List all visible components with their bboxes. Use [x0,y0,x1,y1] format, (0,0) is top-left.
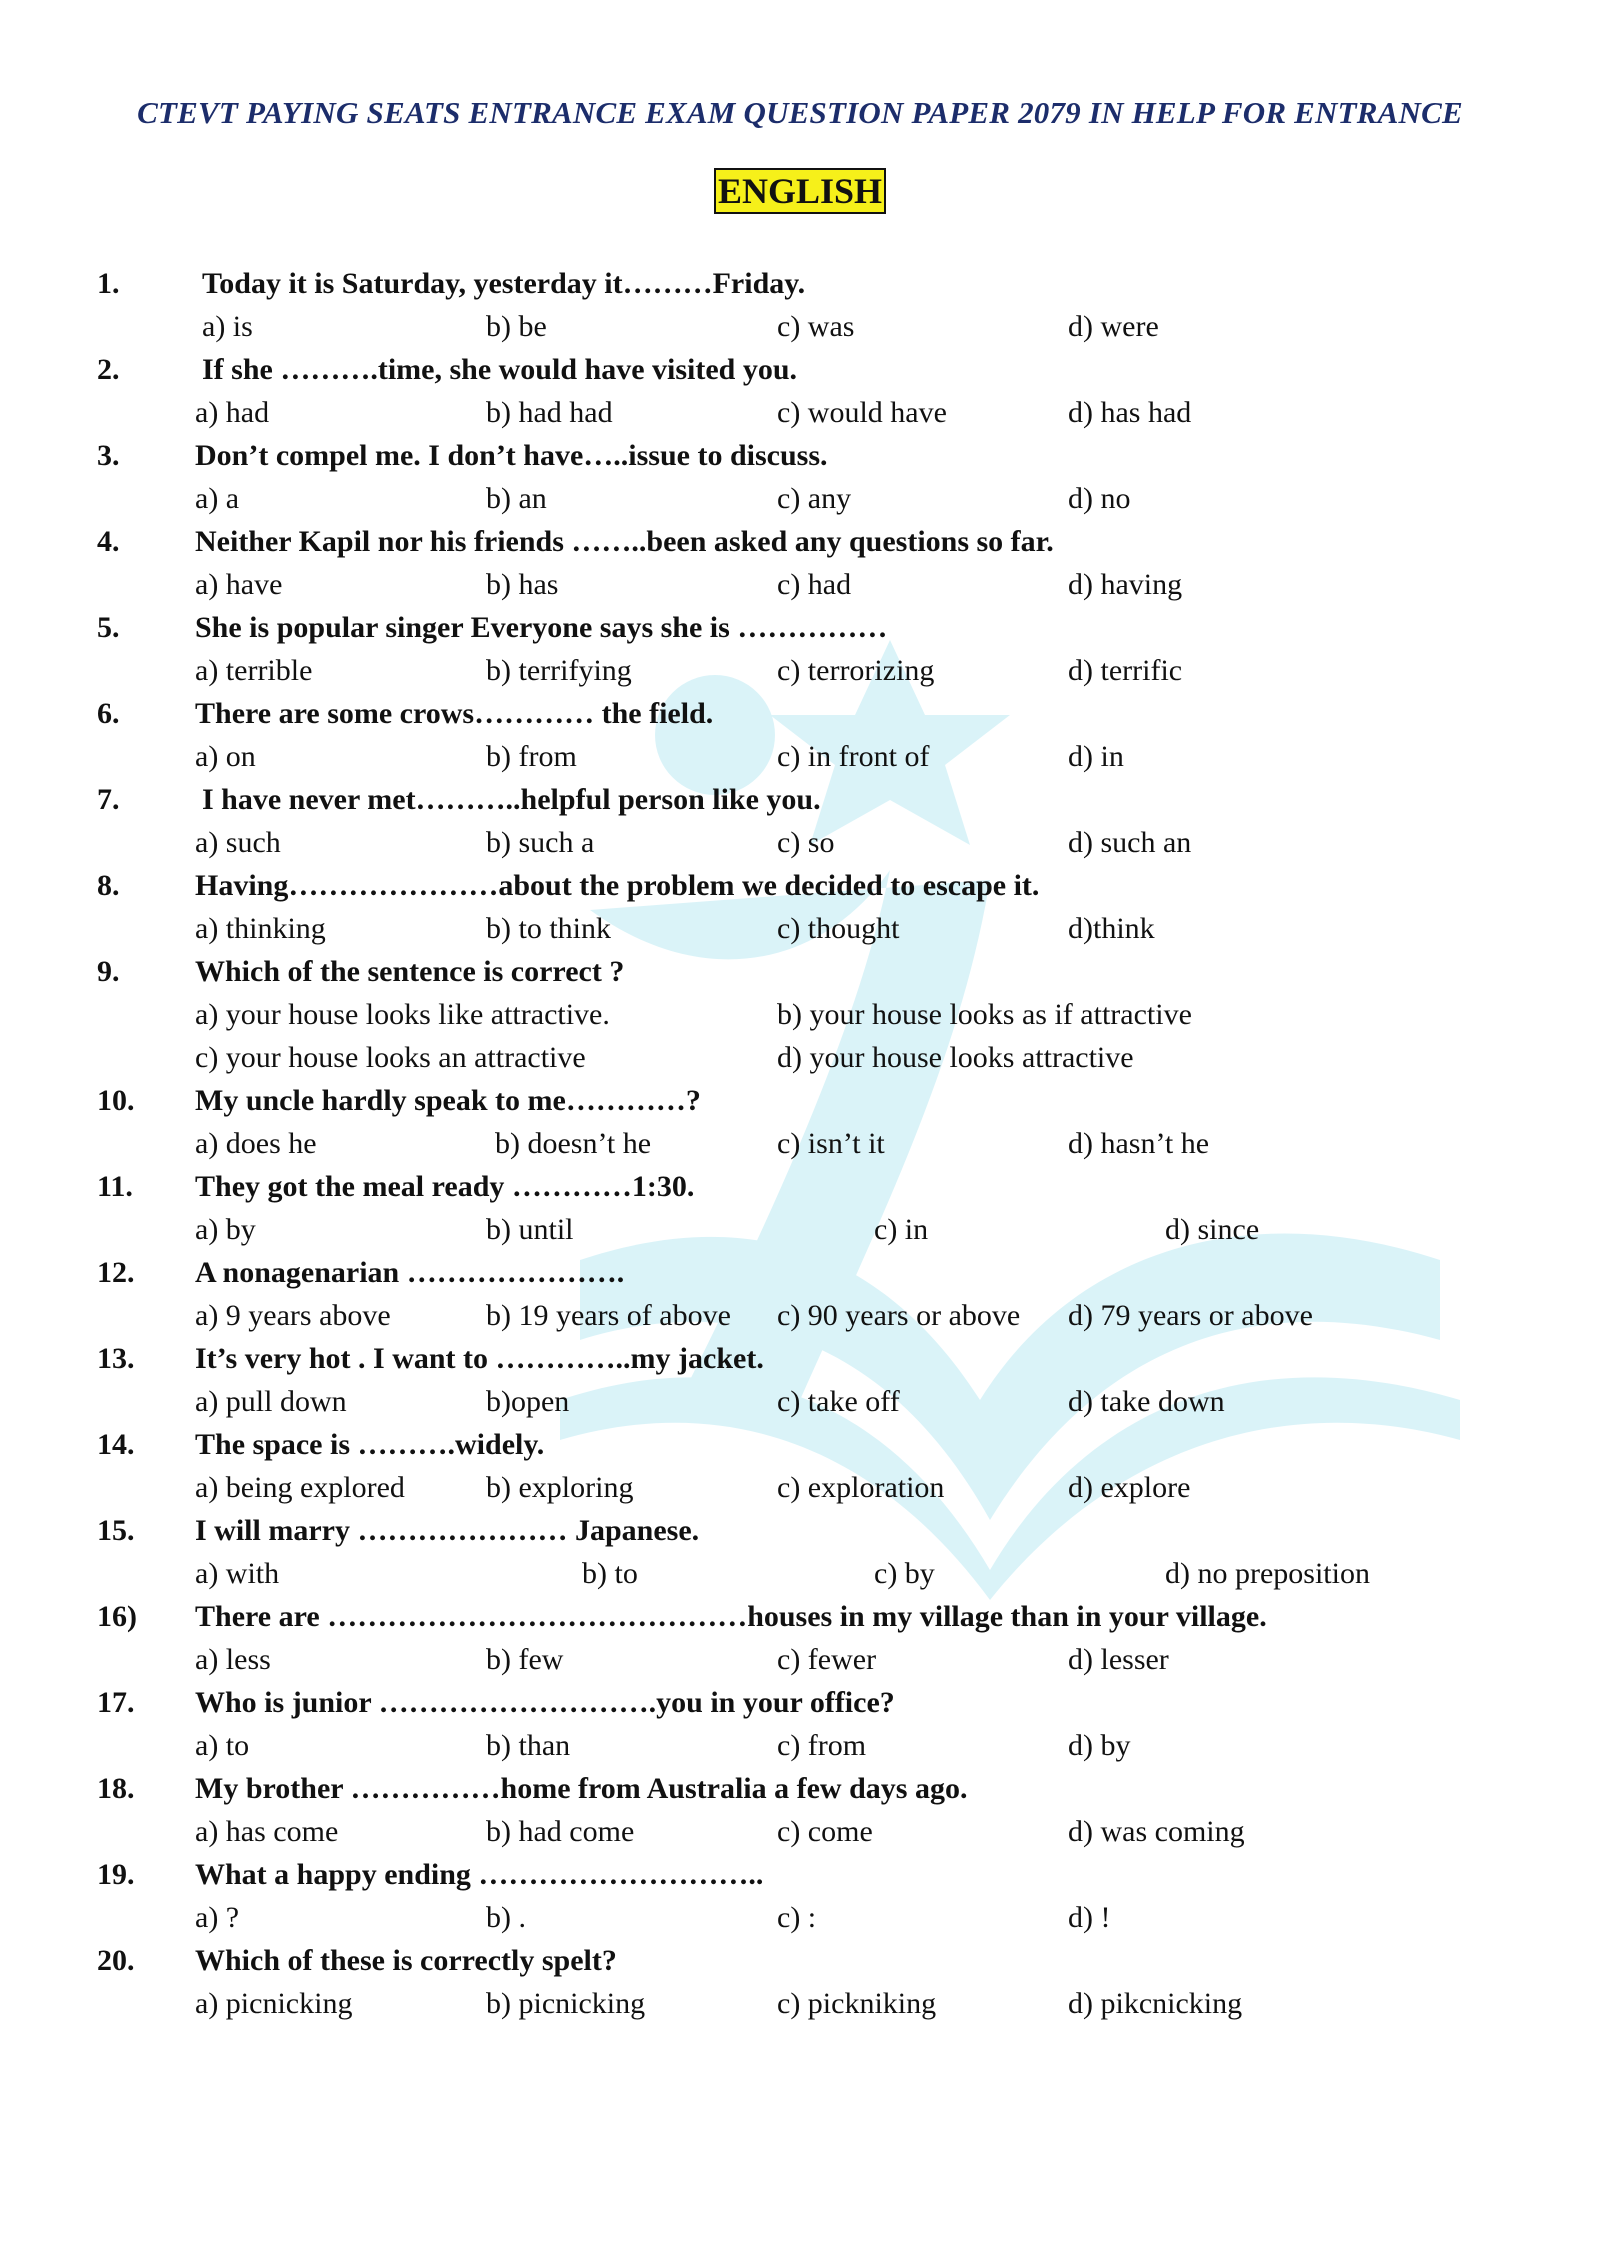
option-b: b) picnicking [486,1987,646,2020]
question-number: 17. [97,1686,135,1719]
option-c: c) 90 years or above [777,1299,1021,1332]
question-text: My uncle hardly speak to me…………? [195,1084,701,1117]
question-text: Who is junior ……………………….you in your office? [195,1686,895,1719]
option-a: a) with [195,1557,280,1590]
question-text: Today it is Saturday, yesterday it………Friday. [202,267,806,300]
question-text: I will marry ………………… Japanese. [195,1514,700,1547]
option-a: a) by [195,1213,256,1246]
question-item [0,1595,1600,1681]
option-b: b) doesn’t he [495,1127,652,1160]
option-d: d) by [1068,1729,1131,1762]
option-c: c) exploration [777,1471,945,1504]
question-item [0,778,1600,864]
question-number: 1. [97,267,120,300]
question-item [0,1939,1600,2025]
option-a: a) thinking [195,912,326,945]
question-item [0,1767,1600,1853]
question-text: There are ……………………………………houses in my village than in your village. [195,1600,1267,1633]
question-text: It’s very hot . I want to …………..my jacket. [195,1342,764,1375]
option-b: b) to think [486,912,611,945]
option-b: b) . [486,1901,526,1934]
question-number: 6. [97,697,120,730]
option-a: a) a [195,482,240,515]
question-item [0,1165,1600,1251]
question-item [0,520,1600,606]
question-item [0,1251,1600,1337]
question-number: 20. [97,1944,135,1977]
option-b: b) had come [486,1815,635,1848]
option-d: d) has had [1068,396,1192,429]
option-c: c) terrorizing [777,654,935,687]
question-text: Don’t compel me. I don’t have…..issue to discuss. [195,439,828,472]
question-number: 19. [97,1858,135,1891]
option-c: c) in [874,1213,929,1246]
question-text: Which of the sentence is correct ? [195,955,625,988]
option-d: d) explore [1068,1471,1191,1504]
option-b: b) until [486,1213,574,1246]
option-b: b) such a [486,826,595,859]
question-number: 4. [97,525,120,558]
option-d: d)think [1068,912,1155,945]
option-c: c) from [777,1729,867,1762]
question-item [0,262,1600,348]
question-text: They got the meal ready …………1:30. [195,1170,695,1203]
option-c: c) your house looks an attractive [195,1041,586,1074]
question-text: I have never met………..helpful person like you. [202,783,821,816]
question-text: There are some crows………… the field. [195,697,714,730]
subject-heading: ENGLISH [714,168,886,214]
question-text: My brother ……………home from Australia a few days ago. [195,1772,968,1805]
option-d: d) terrific [1068,654,1183,687]
option-b: b) has [486,568,559,601]
option-d: d) 79 years or above [1068,1299,1313,1332]
option-a: a) on [195,740,256,773]
question-text: Which of these is correctly spelt? [195,1944,617,1977]
option-d: d) such an [1068,826,1192,859]
option-a: a) does he [195,1127,317,1160]
option-d: d) in [1068,740,1124,773]
option-c: c) : [777,1901,817,1934]
question-number: 16) [97,1600,137,1633]
option-d: d) your house looks attractive [777,1041,1134,1074]
option-b: b) few [486,1643,564,1676]
question-number: 8. [97,869,120,902]
option-c: c) would have [777,396,947,429]
option-d: d) hasn’t he [1068,1127,1210,1160]
question-text: What a happy ending ……………………….. [195,1858,764,1891]
question-number: 10. [97,1084,135,1117]
question-number: 18. [97,1772,135,1805]
option-b: b) 19 years of above [486,1299,731,1332]
question-text: She is popular singer Everyone says she is …………… [195,611,888,644]
option-c: c) isn’t it [777,1127,885,1160]
option-c: c) by [874,1557,935,1590]
question-item [0,1079,1600,1165]
question-item [0,1681,1600,1767]
question-number: 13. [97,1342,135,1375]
option-c: c) had [777,568,852,601]
question-number: 2. [97,353,120,386]
option-a: a) picnicking [195,1987,353,2020]
option-a: a) is [202,310,253,343]
option-b: b) be [486,310,547,343]
question-text: Having…………………about the problem we decided to escape it. [195,869,1040,902]
question-number: 12. [97,1256,135,1289]
option-d: d) ! [1068,1901,1111,1934]
option-b: b) had had [486,396,613,429]
question-item [0,434,1600,520]
option-b: b) to [582,1557,638,1590]
option-c: c) fewer [777,1643,877,1676]
option-d: d) no [1068,482,1131,515]
option-a: a) ? [195,1901,240,1934]
question-item [0,348,1600,434]
question-list [0,262,1600,2025]
option-c: c) thought [777,912,900,945]
question-number: 14. [97,1428,135,1461]
option-d: d) no preposition [1165,1557,1370,1590]
option-b: b) terrifying [486,654,632,687]
option-d: d) pikcnicking [1068,1987,1243,2020]
option-a: a) had [195,396,270,429]
question-item [0,1337,1600,1423]
option-a: a) pull down [195,1385,347,1418]
option-a: a) have [195,568,283,601]
option-b: b) exploring [486,1471,634,1504]
question-item [0,1423,1600,1509]
question-item [0,864,1600,950]
option-c: c) in front of [777,740,930,773]
option-d: d) lesser [1068,1643,1169,1676]
option-d: d) since [1165,1213,1260,1246]
option-c: c) take off [777,1385,900,1418]
question-number: 11. [97,1170,133,1203]
question-text: Neither Kapil nor his friends ……..been asked any questions so far. [195,525,1054,558]
option-c: c) so [777,826,835,859]
option-a: a) to [195,1729,250,1762]
subject-heading-wrap [0,168,1600,214]
option-a: a) such [195,826,281,859]
option-b: b) from [486,740,577,773]
option-d: d) were [1068,310,1159,343]
question-number: 7. [97,783,120,816]
question-number: 15. [97,1514,135,1547]
option-c: c) was [777,310,855,343]
question-item [0,692,1600,778]
option-a: a) has come [195,1815,339,1848]
option-b: b) your house looks as if attractive [777,998,1192,1031]
question-text: The space is ……….widely. [195,1428,545,1461]
option-d: d) take down [1068,1385,1225,1418]
option-a: a) terrible [195,654,313,687]
option-c: c) any [777,482,852,515]
option-a: a) less [195,1643,271,1676]
question-item [0,606,1600,692]
option-a: a) being explored [195,1471,405,1504]
question-number: 3. [97,439,120,472]
question-item [0,1509,1600,1595]
option-c: c) come [777,1815,873,1848]
option-a: a) 9 years above [195,1299,391,1332]
question-item [0,1853,1600,1939]
option-d: d) having [1068,568,1183,601]
question-text: If she ……….time, she would have visited you. [202,353,798,386]
option-d: d) was coming [1068,1815,1245,1848]
question-number: 5. [97,611,120,644]
option-a: a) your house looks like attractive. [195,998,610,1031]
page-header: CTEVT PAYING SEATS ENTRANCE EXAM QUESTION PAPER 2079 IN HELP FOR ENTRANCE [137,95,1463,130]
question-text: A nonagenarian …………………. [195,1256,625,1289]
question-number: 9. [97,955,120,988]
option-b: b) an [486,482,547,515]
option-b: b) than [486,1729,571,1762]
option-c: c) pickniking [777,1987,937,2020]
option-b: b)open [486,1385,570,1418]
question-item [0,950,1600,1079]
